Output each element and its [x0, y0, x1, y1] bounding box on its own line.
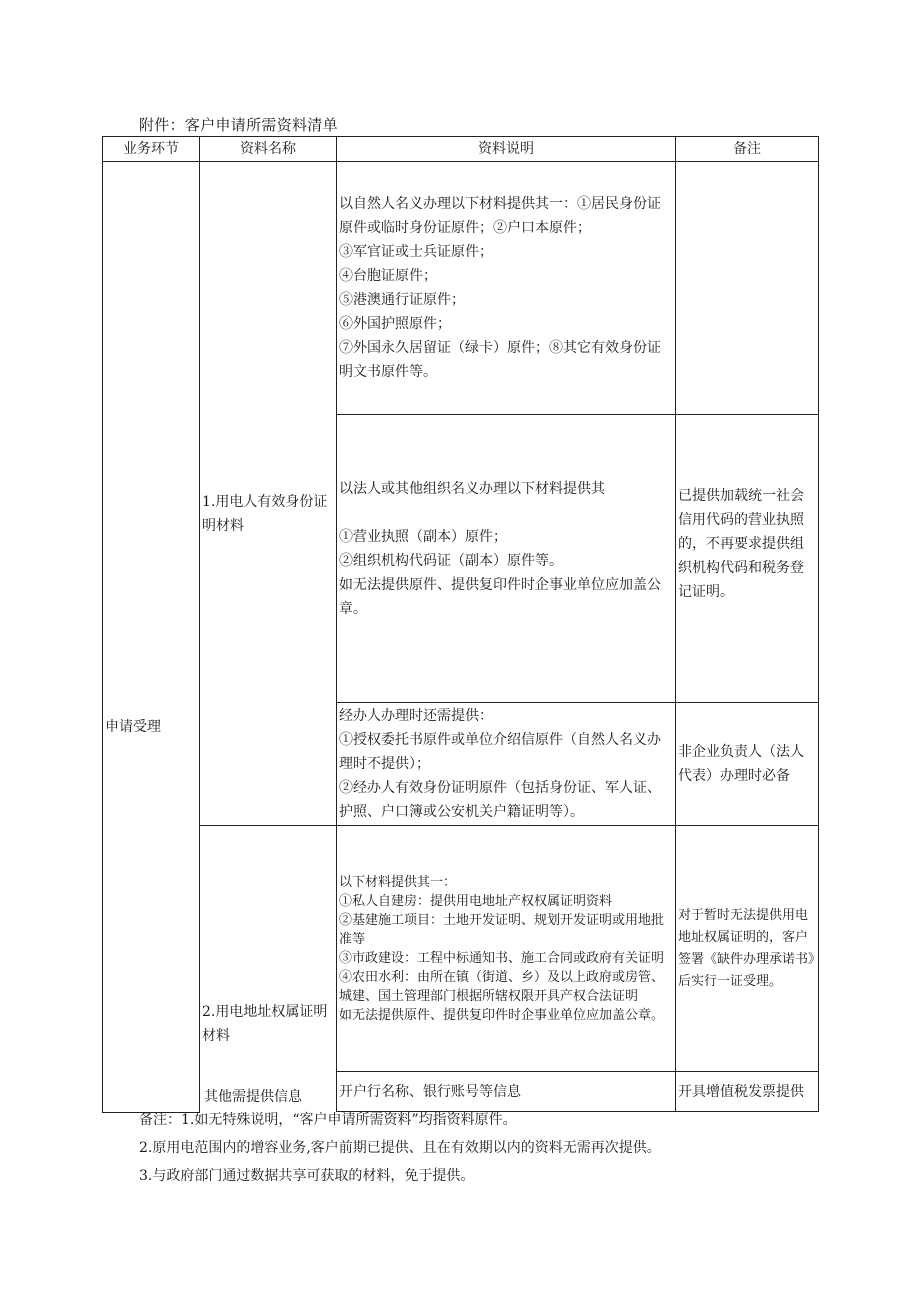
header-material-name: 资料名称 — [200, 137, 337, 162]
table-row — [103, 162, 819, 415]
natural-person-remark — [676, 162, 819, 415]
stage-cell: 申请受理 — [103, 162, 200, 1113]
address-proof-remark: 对于暂时无法提供用电地址权属证明的，客户签署《缺件办理承诺书》后实行一证受理。 — [676, 826, 819, 1072]
other-info-remark: 开具增值税发票提供 — [676, 1072, 819, 1112]
other-info-desc: 开户行名称、银行账号等信息 — [337, 1072, 676, 1112]
footnotes — [139, 1106, 661, 1190]
header-remark: 备注 — [676, 137, 819, 162]
legal-person-remark: 已提供加载统一社会信用代码的营业执照的，不再要求提供组织机构代码和税务登记证明。 — [676, 415, 819, 703]
item3-name: 其他需提供信息 — [204, 1089, 302, 1105]
header-material-desc: 资料说明 — [337, 137, 676, 162]
agent-remark: 非企业负责人（法人代表）办理时必备 — [676, 703, 819, 826]
materials-table — [102, 136, 819, 1113]
natural-person-desc: 以自然人名义办理以下材料提供其一：①居民身份证原件或临时身份证原件；②户口本原件； ③军官证或士兵证原件； ④台胞证原件； ⑤港澳通行证原件； ⑥外国护照原件； ⑦外国永久居留证（绿卡）原件；⑧其它有效身份证明文书原件等。 — [337, 162, 676, 415]
item1-name-cell: 1.用电人有效身份证明材料 — [200, 162, 337, 826]
header-stage: 业务环节 — [103, 137, 200, 162]
address-proof-desc: 以下材料提供其一： ①私人自建房：提供用电地址产权权属证明资料 ②基建施工项目：土地开发证明、规划开发证明或用地批准等 ③市政建设：工程中标通知书、施工合同或政府有关证明 ④农田水利：由所在镇（街道、乡）及以上政府或房管、城建、国土管理部门根据所辖权限开具产权合法证明 如无法提供原件、提供复印件时企事业单位应加盖公章。 — [337, 826, 676, 1072]
item2-name-cell: 2.用电地址权属证明材料 — [200, 826, 337, 1112]
table-row — [103, 826, 819, 1072]
footnote-2: 2.原用电范围内的增容业务,客户前期已提供、且在有效期以内的资料无需再次提供。 — [139, 1140, 661, 1156]
agent-desc: 经办人办理时还需提供： ①授权委托书原件或单位介绍信原件（自然人名义办理时不提供）； ②经办人有效身份证明原件（包括身份证、军人证、护照、户口簿或公安机关户籍证明等）。 — [337, 703, 676, 826]
page-title: 附件：客户申请所需资料清单 — [139, 116, 338, 134]
legal-person-desc: 以法人或其他组织名义办理以下材料提供其 ①营业执照（副本）原件； ②组织机构代码证（副本）原件等。 如无法提供原件、提供复印件时企事业单位应加盖公章。 — [337, 415, 676, 703]
footnote-3: 3.与政府部门通过数据共享可获取的材料，免于提供。 — [139, 1168, 475, 1184]
footnote-1: 备注：1.如无特殊说明，“客户申请所需资料”均指资料原件。 — [139, 1112, 517, 1128]
table-header-row — [103, 137, 819, 162]
